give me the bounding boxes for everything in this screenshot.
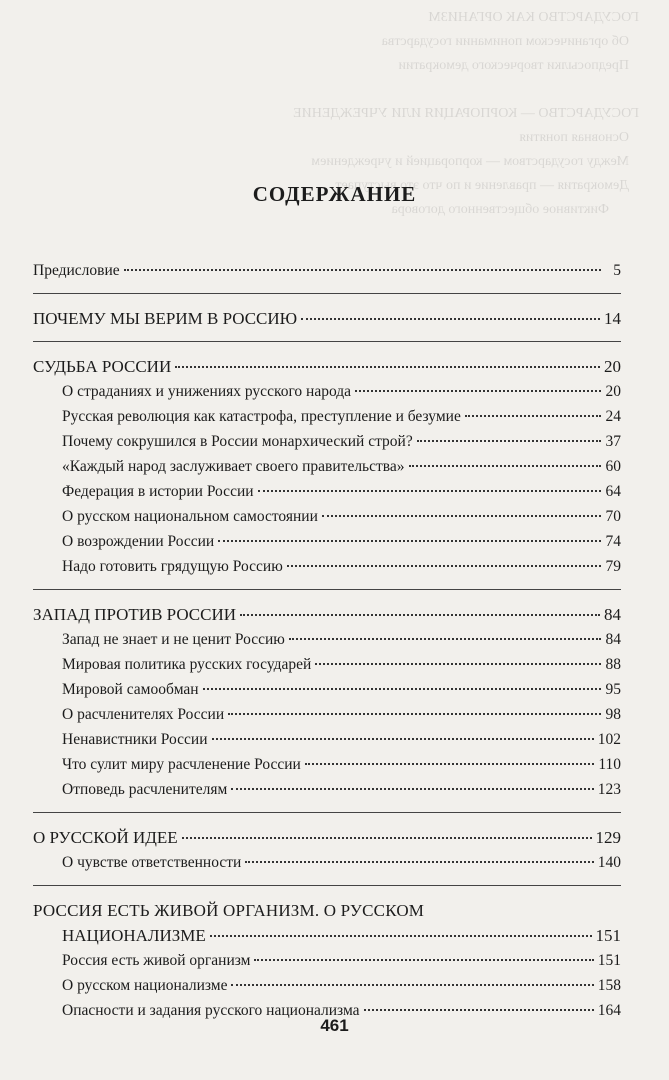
toc-chapter	[33, 354, 621, 379]
toc-entry-page: 20	[605, 383, 621, 400]
dot-leader	[287, 565, 601, 567]
toc-entry-label: О чувстве ответственности	[62, 854, 242, 871]
toc-entry-label: Опасности и задания русского национализма	[62, 1002, 360, 1019]
toc-entry-page: 123	[597, 781, 621, 798]
toc-entry-label: Федерация в истории России	[62, 483, 254, 500]
toc-entry	[33, 379, 621, 404]
toc-entry-page: 84	[604, 605, 621, 624]
section-divider	[33, 293, 621, 294]
section-divider	[33, 589, 621, 590]
dot-leader	[364, 1009, 594, 1011]
dot-leader	[254, 959, 593, 961]
toc-entry-page: 79	[605, 558, 621, 575]
toc-entry	[33, 948, 621, 973]
toc-entry-label: О расчленителях России	[62, 706, 225, 723]
toc-entry	[33, 504, 621, 529]
toc-chapter	[33, 825, 621, 850]
toc-entry-page: 5	[613, 262, 621, 279]
toc-entry-label: Ненавистники России	[62, 731, 208, 748]
toc-entry	[33, 777, 621, 802]
toc-entry-page: 37	[605, 433, 621, 450]
toc-entry-page: 110	[598, 756, 621, 773]
toc-entry-page: 151	[595, 926, 621, 945]
toc-entry	[33, 258, 621, 283]
section-divider	[33, 885, 621, 886]
toc-entry	[33, 702, 621, 727]
toc-entry-page: 129	[595, 828, 621, 847]
dot-leader	[245, 861, 593, 863]
toc-entry	[33, 554, 621, 579]
toc-entry-page: 158	[597, 977, 621, 994]
toc-entry-label: Надо готовить грядущую Россию	[62, 558, 283, 575]
toc-entry-label: Отповедь расчленителям	[62, 781, 228, 798]
dot-leader	[465, 415, 601, 417]
dot-leader	[175, 366, 600, 368]
toc-entry	[33, 479, 621, 504]
dot-leader	[355, 390, 601, 392]
toc-entry	[33, 677, 621, 702]
toc-entry-page: 102	[597, 731, 621, 748]
toc-entry-page: 24	[605, 408, 621, 425]
bleed-line: Демократия — правление и по что это выступает	[335, 178, 629, 193]
toc-chapter	[33, 898, 621, 923]
dot-leader	[203, 688, 601, 690]
toc-entry	[33, 752, 621, 777]
toc-entry	[33, 973, 621, 998]
bleed-line: Фиктивное общественного договора	[391, 202, 609, 217]
dot-leader	[228, 713, 601, 715]
toc-entry-page: 70	[605, 508, 621, 525]
dot-leader	[124, 269, 601, 271]
toc-chapter-label: СУДЬБА РОССИИ	[33, 357, 172, 376]
dot-leader	[258, 490, 601, 492]
toc-chapter-label: О РУССКОЙ ИДЕЕ	[33, 828, 178, 847]
toc-entry-page: 140	[597, 854, 621, 871]
dot-leader	[301, 318, 600, 320]
toc-chapter-label-line2: НАЦИОНАЛИЗМЕ	[62, 926, 206, 945]
dot-leader	[315, 663, 601, 665]
toc-entry-label: О возрождении России	[62, 533, 215, 550]
toc-entry-label: Мировой самообман	[62, 681, 199, 698]
bleed-line: Между государством — корпорацией и учреждением	[311, 154, 629, 169]
toc-entry-page: 74	[605, 533, 621, 550]
toc-entry-page: 20	[604, 357, 621, 376]
dot-leader	[289, 638, 601, 640]
toc-entry-page: 98	[605, 706, 621, 723]
dot-leader	[231, 984, 593, 986]
toc-entry-label: «Каждый народ заслуживает своего правительства»	[62, 458, 405, 475]
bleed-line: Об органическом понимании государства	[381, 34, 629, 49]
toc-entry-page: 95	[605, 681, 621, 698]
dot-leader	[240, 614, 600, 616]
toc-entry-label: О русском национальном самостоянии	[62, 508, 318, 525]
toc-entry-label: Предисловие	[33, 262, 120, 279]
page-title: СОДЕРЖАНИЕ	[252, 182, 417, 206]
toc-entry-label: Почему сокрушился в России монархический строй?	[62, 433, 413, 450]
dot-leader	[218, 540, 601, 542]
toc-chapter	[33, 602, 621, 627]
section-divider	[33, 341, 621, 342]
toc-entry-page: 60	[605, 458, 621, 475]
dot-leader	[417, 440, 601, 442]
toc-entry	[33, 652, 621, 677]
dot-leader	[322, 515, 601, 517]
toc-entry-label: Русская революция как катастрофа, преступление и безумие	[62, 408, 461, 425]
toc-entry-label: Россия есть живой организм	[62, 952, 251, 969]
toc-entry	[33, 454, 621, 479]
toc-entry-label: О страданиях и унижениях русского народа	[62, 383, 352, 400]
toc-entry	[33, 727, 621, 752]
toc-entry	[33, 627, 621, 652]
dot-leader	[182, 837, 592, 839]
toc-chapter-label-line1: РОССИЯ ЕСТЬ ЖИВОЙ ОРГАНИЗМ. О РУССКОМ	[33, 901, 425, 920]
toc-entry-label: Мировая политика русских государей	[62, 656, 312, 673]
toc-entry	[33, 529, 621, 554]
section-divider	[33, 812, 621, 813]
toc-chapter-label: ПОЧЕМУ МЫ ВЕРИМ В РОССИЮ	[33, 309, 298, 328]
dot-leader	[231, 788, 593, 790]
bleed-line: ГОСУДАРСТВО КАК ОРГАНИЗМ	[428, 10, 639, 25]
toc-chapter-continuation	[33, 923, 621, 948]
toc-entry-label: Запад не знает и не ценит Россию	[62, 631, 285, 648]
toc-entry-page: 164	[597, 1002, 621, 1019]
dot-leader	[212, 738, 594, 740]
toc-entry-page: 84	[605, 631, 621, 648]
toc-entry-page: 64	[605, 483, 621, 500]
table-of-contents	[33, 258, 621, 1023]
dot-leader	[305, 763, 595, 765]
bleed-line: Предпосылки творческого демократии	[398, 58, 629, 73]
page-number: 461	[320, 1016, 349, 1035]
bleed-line: ГОСУДАРСТВО — КОРПОРАЦИЯ ИЛИ УЧРЕЖДЕНИЕ	[293, 106, 639, 121]
toc-entry-page: 151	[597, 952, 621, 969]
bleed-line: Основная понятия	[519, 130, 629, 145]
toc-chapter	[33, 306, 621, 331]
toc-entry-label: Что сулит миру расчленение России	[62, 756, 301, 773]
dot-leader	[210, 935, 592, 937]
toc-entry	[33, 404, 621, 429]
toc-entry	[33, 429, 621, 454]
toc-entry-label: О русском национализме	[62, 977, 228, 994]
toc-entry	[33, 850, 621, 875]
toc-chapter-label: ЗАПАД ПРОТИВ РОССИИ	[33, 605, 237, 624]
dot-leader	[409, 465, 601, 467]
toc-entry-page: 14	[604, 309, 621, 328]
toc-entry-page: 88	[605, 656, 621, 673]
